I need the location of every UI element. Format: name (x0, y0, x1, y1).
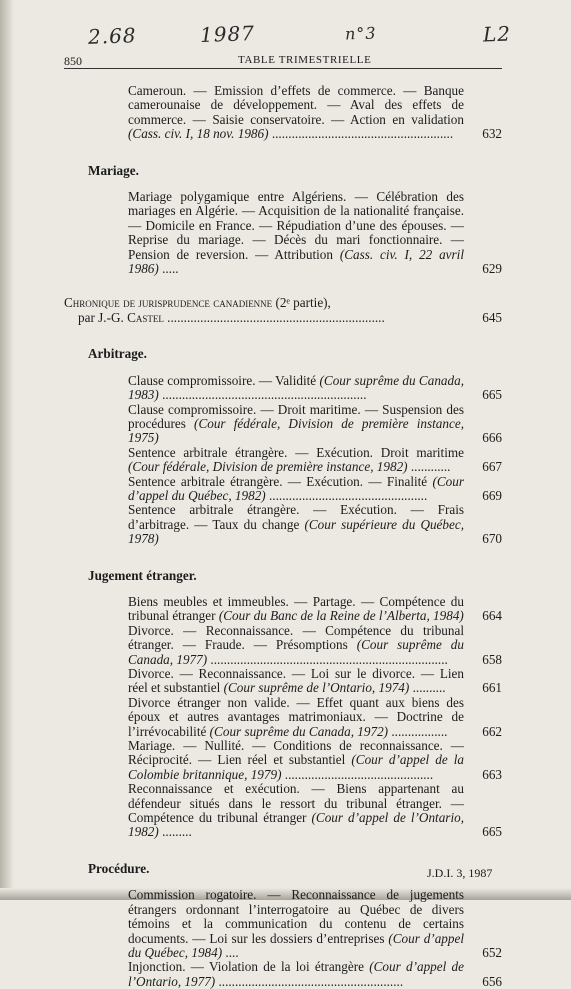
dot-leader: ................. (388, 723, 448, 739)
issue-footer: J.D.I. 3, 1987 (427, 866, 493, 880)
handwritten-note-3: n°3 (344, 23, 377, 44)
index-entry (128, 888, 502, 960)
entry-page: 670 (482, 531, 502, 547)
entry-citation: (Cass. civ. I, 22 avril 1986) (128, 246, 464, 277)
entry-citation: (Cour d’appel de l’Ontario, 1977) (128, 959, 464, 989)
index-entry (128, 446, 502, 475)
entry-text: Mariage. — Nullité. — Conditions de reconnaissance. — Réciprocité. — Lien réel et substantiel (128, 738, 464, 768)
handwritten-note-2: 1987 (199, 21, 256, 47)
entry-citation: (Cour du Banc de la Reine de l’Alberta, 1984) (218, 608, 464, 624)
dot-leader: ........................................................ (215, 973, 404, 989)
section-heading-procedure: Procédure. (88, 860, 150, 876)
index-entry (128, 595, 502, 624)
index-entry (128, 960, 502, 989)
chronique-title: Chronique de jurisprudence canadienne (64, 295, 273, 311)
entry-page: 666 (482, 430, 502, 446)
entry-citation: (Cour d’appel du Québec, 1982) (128, 473, 464, 503)
arbitrage-entries (64, 374, 502, 547)
index-entry (128, 190, 502, 276)
entry-citation: (Cour suprême du Canada, 1972) (209, 723, 389, 739)
entry-text: Sentence arbitrale étrangère. — Exécution. Droit maritime (128, 444, 464, 460)
page-number: 850 (64, 54, 82, 68)
table-content (64, 84, 502, 989)
entry-citation: (Cour d’appel de la Colombie britannique, 1979) (128, 752, 464, 782)
index-entry (128, 84, 502, 142)
entry-page: 629 (482, 261, 502, 277)
index-entry (128, 667, 502, 696)
entry-citation: (Cour suprême du Canada, 1983) (128, 372, 464, 403)
section-heading-arbitrage: Arbitrage. (88, 346, 147, 362)
dot-leader: ......... (158, 824, 192, 840)
entry-page: 658 (482, 651, 502, 667)
dot-leader: ....................................................... (268, 126, 454, 142)
entry-page: 632 (482, 126, 502, 142)
dot-leader: .......... (409, 680, 446, 696)
entry-page: 645 (482, 309, 502, 325)
entry-text: Divorce étranger non valide. — Effet quant aux biens des époux et autres avantages matrimoniaux. — Doctrine de l’irrévocabilité (128, 694, 464, 739)
entry-text: Mariage polygamique entre Algériens. — Célébration des mariages en Algérie. — Acquisition de la nationalité française. — Domicile en France. — Répudiation d’une des épouses. — Reprise du mariage. — Décès du mari fonctionnaire. — Pension de reversion. — Attribution (128, 189, 464, 262)
entry-page: 656 (482, 973, 502, 989)
entry-page: 661 (482, 680, 502, 696)
header-rule (64, 68, 502, 69)
entry-page: 652 (482, 944, 502, 960)
jugement-entries (64, 595, 502, 840)
handwritten-note-4: L2 (482, 21, 512, 47)
entry-text: Commission rogatoire. — Reconnaissance de jugements étrangers ordonnant l’interrogatoire au Québec de divers témoins et la communication du contenu de certains documents. — Loi sur les dossiers d’entreprises (128, 887, 464, 946)
entry-citation: (Cour fédérale, Division de première instance, 1982) (128, 459, 408, 475)
entry-text: Sentence arbitrale étrangère. — Exécution. — Frais d’arbitrage. — Taux du change (128, 502, 464, 532)
entry-text: Sentence arbitrale étrangère. — Exécution. — Finalité (128, 473, 428, 489)
dot-leader: ............ (407, 459, 451, 475)
entry-text: Clause compromissoire. — Droit maritime. — Suspension des procédures (128, 401, 464, 431)
entry-page: 665 (482, 824, 502, 840)
index-entry (128, 374, 502, 403)
page-edge-shadow (0, 0, 14, 900)
entry-page: 669 (482, 487, 502, 503)
entry-page: 667 (482, 459, 502, 475)
entry-text: Biens meubles et immeubles. — Partage. — Compétence du tribunal étranger (128, 593, 464, 624)
entry-page: 663 (482, 766, 502, 782)
entry-citation: (Cour d’appel du Québec, 1984) (128, 930, 464, 960)
chronique-author-prefix: par J.-G. (78, 309, 128, 325)
section-heading-jugement: Jugement étranger. (88, 567, 197, 583)
entry-page: 665 (482, 387, 502, 403)
index-entry (128, 782, 502, 840)
index-entry (128, 475, 502, 504)
entry-citation: (Cour suprême du Canada, 1977) (128, 637, 464, 667)
dot-leader: ........................................................................ (207, 651, 448, 667)
chronique-entry (64, 296, 502, 325)
running-title: TABLE TRIMESTRIELLE (238, 54, 372, 66)
dot-leader: .............................................................. (158, 387, 367, 403)
dot-leader: .................................................................. (163, 309, 385, 325)
dot-leader: ............................................. (281, 766, 434, 782)
dot-leader: ................................................ (265, 487, 428, 503)
entry-text: Reconnaissance et exécution. — Biens appartenant au défendeur situés dans le ressort du tribunal étranger. — Compétence du tribunal étranger (128, 781, 464, 826)
entry-text: Divorce. — Reconnaissance. — Loi sur le divorce. — Lien réel et substantiel (128, 666, 464, 696)
chronique-author: Castel (127, 309, 164, 325)
index-entry (128, 739, 502, 782)
entry-text: Clause compromissoire. — Validité (128, 372, 317, 388)
entry-text: Injonction. — Violation de la loi étrangère (128, 959, 364, 975)
index-entry (128, 403, 502, 446)
handwritten-note-1: 2.68 (87, 23, 137, 49)
entry-citation: (Cass. civ. I, 18 nov. 1986) (128, 126, 269, 142)
entry-text: Cameroun. — Emission d’effets de commerce. — Banque camerounaise de développement. — Aval des effets de commerce. — Saisie conservatoire. — Action en validation (128, 83, 464, 127)
index-entry (128, 696, 502, 739)
entry-page: 662 (482, 723, 502, 739)
chronique-part: (2ᵉ partie), (272, 295, 331, 311)
entry-page: 664 (482, 608, 502, 624)
entry-text: Divorce. — Reconnaissance. — Compétence du tribunal étranger. — Fraude. — Présomptions (128, 622, 464, 653)
entry-citation: (Cour supérieure du Québec, 1978) (128, 516, 465, 547)
dot-leader: ..... (158, 261, 179, 277)
entry-citation: (Cour suprême de l’Ontario, 1974) (223, 680, 410, 696)
procedure-entries (64, 888, 502, 989)
index-entry (128, 624, 502, 667)
entry-citation: (Cour fédérale, Division de première instance, 1975) (128, 415, 464, 446)
index-entry (128, 503, 502, 546)
dot-leader: .... (222, 944, 239, 960)
entry-citation: (Cour d’appel de l’Ontario, 1982) (128, 810, 464, 840)
section-heading-mariage: Mariage. (88, 162, 139, 178)
